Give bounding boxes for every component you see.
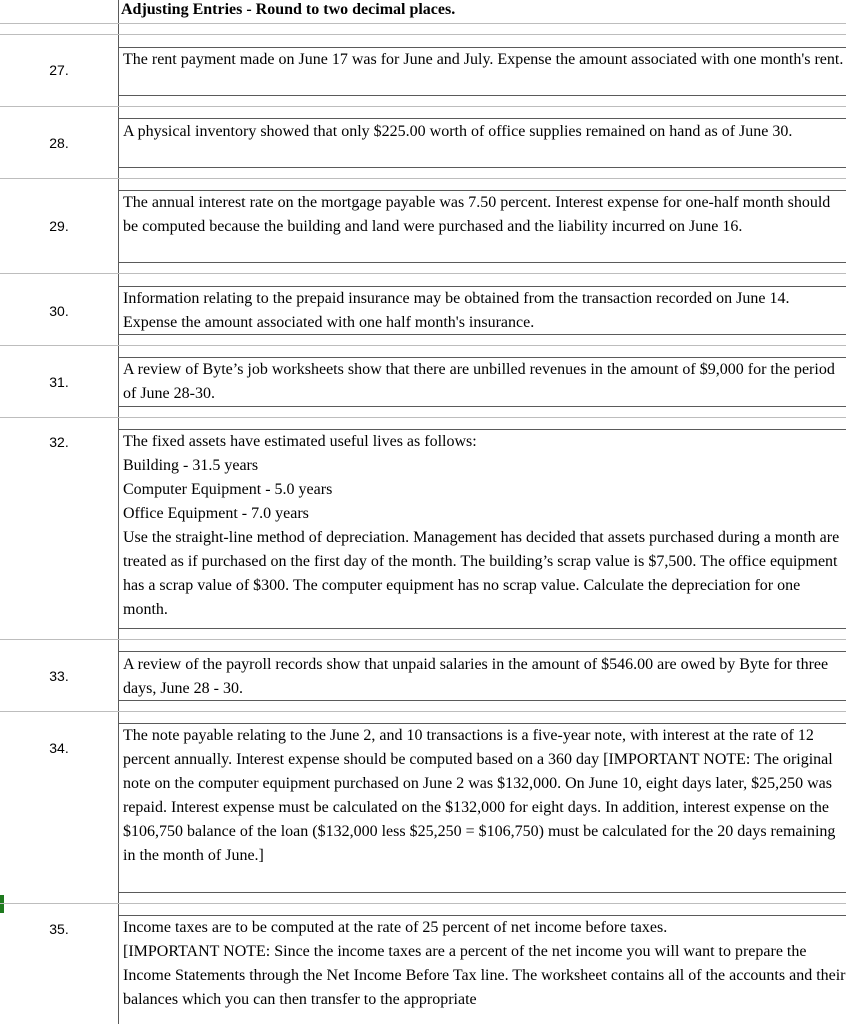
entry-text: The fixed assets have estimated useful lives as follows: Building - 31.5 years Computer Equipment - 5.0 years Office Equipment - 7.0 years Use the straight-line method of depreciation. Management has decided that assets purchased during a month are treated as if purchased on the first day of the month. The building’s scrap value is $7,500. The office equipment has a scrap value of $300. The computer equipment has no scrap value. Calculate the depreciation for one month. [123, 433, 840, 618]
row-divider [118, 118, 846, 119]
row-divider [0, 273, 846, 274]
entry-text: Information relating to the prepaid insurance may be obtained from the transaction recorded on June 14. Expense the amount associated with one half month's insurance. [123, 290, 790, 331]
row-number: 30. [49, 303, 69, 319]
entry-text: A review of the payroll records show that unpaid salaries in the amount of $546.00 are owed by Byte for three days, June 28 - 30. [123, 656, 829, 697]
row-divider [0, 417, 846, 418]
row-number: 33. [49, 668, 69, 684]
row-divider [0, 23, 846, 24]
row-divider [118, 95, 846, 96]
column-divider [118, 0, 119, 1024]
sheet-title: Adjusting Entries - Round to two decimal places. [121, 1, 456, 18]
row-divider [0, 178, 846, 179]
row-divider [118, 651, 846, 652]
row-divider [118, 628, 846, 629]
row-number: 28. [49, 135, 69, 151]
row-divider [118, 262, 846, 263]
row-divider [0, 106, 846, 107]
row-number: 35. [49, 921, 69, 937]
row-divider [0, 34, 846, 35]
row-divider [0, 345, 846, 346]
row-number: 34. [49, 740, 69, 756]
row-divider [0, 711, 846, 712]
entry-text: Income taxes are to be computed at the rate of 25 percent of net income before taxes. [IMPORTANT NOTE: Since the income taxes are a percent of the net income you will want to prepare the Income Statements through the Net Income Before Tax line. The worksheet contains all of the accounts and their balances which you can then transfer to the appropriate [123, 919, 846, 1008]
row-divider [0, 903, 846, 904]
entry-text: The annual interest rate on the mortgage payable was 7.50 percent. Interest expense for one-half month should be computed because the building and land were purchased and the liability incurred on June 16. [123, 194, 831, 235]
row-divider [118, 167, 846, 168]
selection-marker [0, 895, 4, 913]
row-number: 27. [49, 62, 69, 78]
row-divider [0, 639, 846, 640]
entry-text: The note payable relating to the June 2, and 10 transactions is a five-year note, with interest at the rate of 12 percent annually. Interest expense should be computed based on a 360 day [IMPORTANT NOTE: The original note on the computer equipment purchased on June 2 was $132,000. On June 10, eight days later, $25,250 was repaid. Interest expense must be calculated on the $132,000 for eight days. In addition, interest expense on the $106,750 balance of the loan ($132,000 less $25,250 = $106,750) must be calculated for the 20 days remaining in the month of June.] [123, 727, 836, 864]
entry-text: A review of Byte’s job worksheets show that there are unbilled revenues in the amount of $9,000 for the period of June 28-30. [123, 361, 835, 402]
row-number: 29. [49, 218, 69, 234]
row-number: 31. [49, 374, 69, 390]
row-number: 32. [49, 434, 69, 450]
row-divider [118, 892, 846, 893]
row-divider [118, 406, 846, 407]
entry-text: A physical inventory showed that only $225.00 worth of office supplies remained on hand as of June 30. [123, 123, 793, 140]
entry-text: The rent payment made on June 17 was for June and July. Expense the amount associated with one month's rent. [123, 51, 844, 68]
